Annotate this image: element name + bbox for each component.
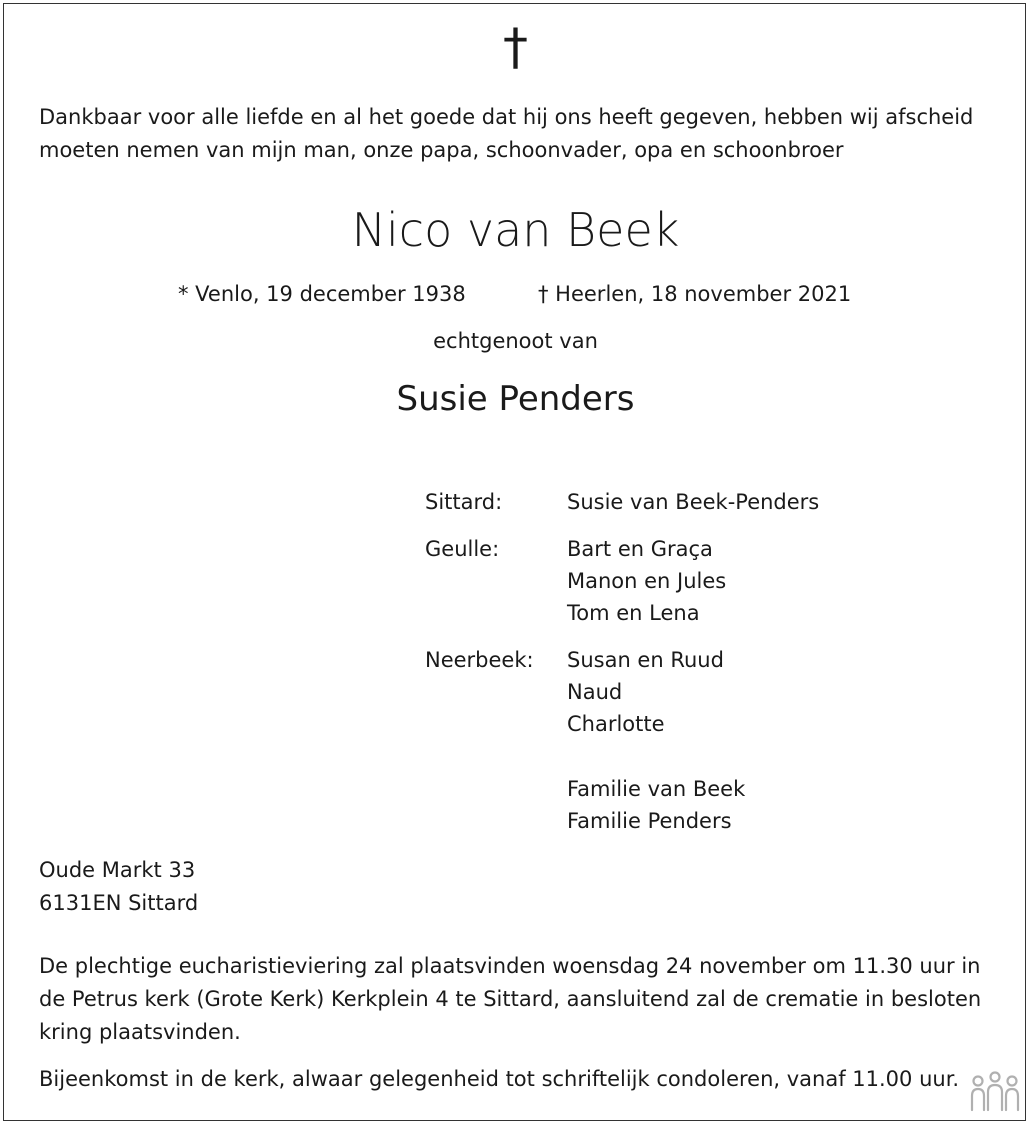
death-info: † Heerlen, 18 november 2021 [538,282,852,306]
family-member: Familie Penders [567,809,732,833]
family-member: Charlotte [567,712,665,736]
family-member: Manon en Jules [567,569,727,593]
birth-info: * Venlo, 19 december 1938 [178,282,466,306]
intro-text: Dankbaar voor alle liefde en al het goede dat hij ons heeft gegeven, hebben wij afscheid moeten nemen van mijn man, onze papa, schoonvader, opa en schoonbroer [39,105,974,162]
gathering-info: Bijeenkomst in de kerk, alwaar gelegenheid tot schriftelijk condoleren, vanaf 11.00 uur. [39,1067,960,1091]
service-info: De plechtige eucharistieviering zal plaatsvinden woensdag 24 november om 11.30 uur in de Petrus kerk (Grote Kerk) Kerkplein 4 te Sittard, aansluitend zal de crematie in besloten kring plaatsvinden. [39,954,982,1044]
family-member: Naud [567,680,623,704]
address-street: Oude Markt 33 [39,858,196,882]
family-member: Susan en Ruud [567,648,724,672]
people-group-icon [968,1070,1022,1112]
cross-icon: † [503,18,528,76]
family-member: Bart en Graça [567,537,713,561]
family-member: Familie van Beek [567,777,746,801]
address-city: 6131EN Sittard [39,891,199,915]
address [39,854,198,920]
family-place: Geulle: [425,537,500,561]
spouse-label: echtgenoot van [433,329,598,353]
family-member: Tom en Lena [567,601,700,625]
family-place: Sittard: [425,490,503,514]
spouse-name: Susie Penders [396,379,635,419]
family-place: Neerbeek: [425,648,534,672]
deceased-name: Nico van Beek [351,203,680,257]
family-member: Susie van Beek-Penders [567,490,820,514]
